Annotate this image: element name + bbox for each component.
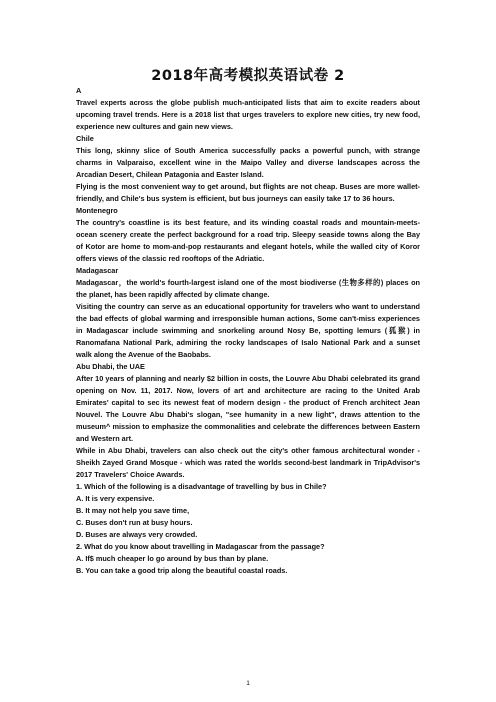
option-2a: A. If$ much cheaper lo go around by bus than by plane. — [76, 554, 269, 563]
page-title: 2018年高考模拟英语试卷 2 — [151, 68, 345, 84]
option-1b: B. It may not help you save time, — [76, 506, 190, 515]
option-1c: C. Buses don't run at busy hours. — [76, 518, 193, 527]
intro-paragraph: Travel experts across the globe publish much-anticipated lists that aim to excite readers about upcoming travel trends. Here is a 2018 list that urges travelers to explore new cities, try new food, experience new cultures and gain new views. — [76, 98, 420, 131]
option-1d: D. Buses are always very crowded. — [76, 530, 198, 539]
paragraph-chile-2: Flying is the most convenient way to get around, but flights are not cheap. Buses are more wallet-friendly, and Chile's bus system is efficient, but bus journeys can easily take 17 to 36 hours. — [76, 182, 420, 203]
paragraph-montenegro: The country's coastline is its best feature, and its winding coastal roads and mountain-meets-ocean scenery create the perfect background for a road trip. Sleepy seaside towns along the Bay of Kotor are home to mom-and-pop restaurants and elegant hotels, while the walled city of Koror offers views of the classic red rooftops of the Adriatic. — [76, 218, 420, 263]
page-number: 1 — [246, 680, 250, 687]
heading-chile: Chile — [76, 134, 94, 143]
paragraph-madagascar-2: Visiting the country can serve as an educational opportunity for travelers who want to understand the bad effects of global warming and irresponsible human actions, Some can't-miss experiences in Madagascar include swimming and snorkeling around Nosy Be, spotting lemurs (狐猴) in Ranomafana National Park, admiring the rocky landscapes of Isalo National Park and a sunset walk along the Avenue of the Baobabs. — [76, 302, 420, 359]
option-1a: A. It is very expensive. — [76, 494, 155, 503]
heading-abu-dhabi: Abu Dhabi, the UAE — [76, 362, 145, 371]
paragraph-madagascar-1: Madagascar，the world's fourth-largest island one of the most biodiverse (生物多样的) places on the planet, has been rapidly affected by climate change. — [76, 278, 420, 299]
paragraph-abu-dhabi-1: After 10 years of planning and nearly $2 billion in costs, the Louvre Abu Dhabi celebrated its grand opening on Nov. 11, 2017. Now, lovers of art and architecture are racing to the United Arab Emirates' capital to sec its newest feat of modern design - the product of French architect Jean Nouvel. The Louvre Abu Dhabi's slogan, "see humanity in a new light", draws attention to the museum^ mission to emphasize the commonalities and celebrate the differences between Eastern and Western art. — [76, 374, 420, 443]
document-body — [76, 85, 420, 577]
question-2: 2. What do you know about travelling in Madagascar from the passage? — [76, 542, 325, 551]
paragraph-chile-1: This long, skinny slice of South America successfully packs a powerful punch, with strange charms in Valparaiso, excellent wine in the Maipo Valley and diverse landscapes across the Arcadian Desert, Chilean Patagonia and Easter Island. — [76, 146, 420, 179]
option-2b: B. You can take a good trip along the beautiful coastal roads. — [76, 566, 288, 575]
question-1: 1. Which of the following is a disadvantage of travelling by bus in Chile? — [76, 482, 327, 491]
paragraph-abu-dhabi-2: While in Abu Dhabi, travelers can also check out the city's other famous architectural wonder - Sheikh Zayed Grand Mosque - which was rated the worlds second-best landmark in TripAdvisor's 2017 Travelers' Choice Awards. — [76, 446, 420, 479]
heading-madagascar: Madagascar — [76, 266, 119, 275]
heading-montenegro: Montenegro — [76, 206, 118, 215]
section-label: A — [76, 86, 82, 95]
